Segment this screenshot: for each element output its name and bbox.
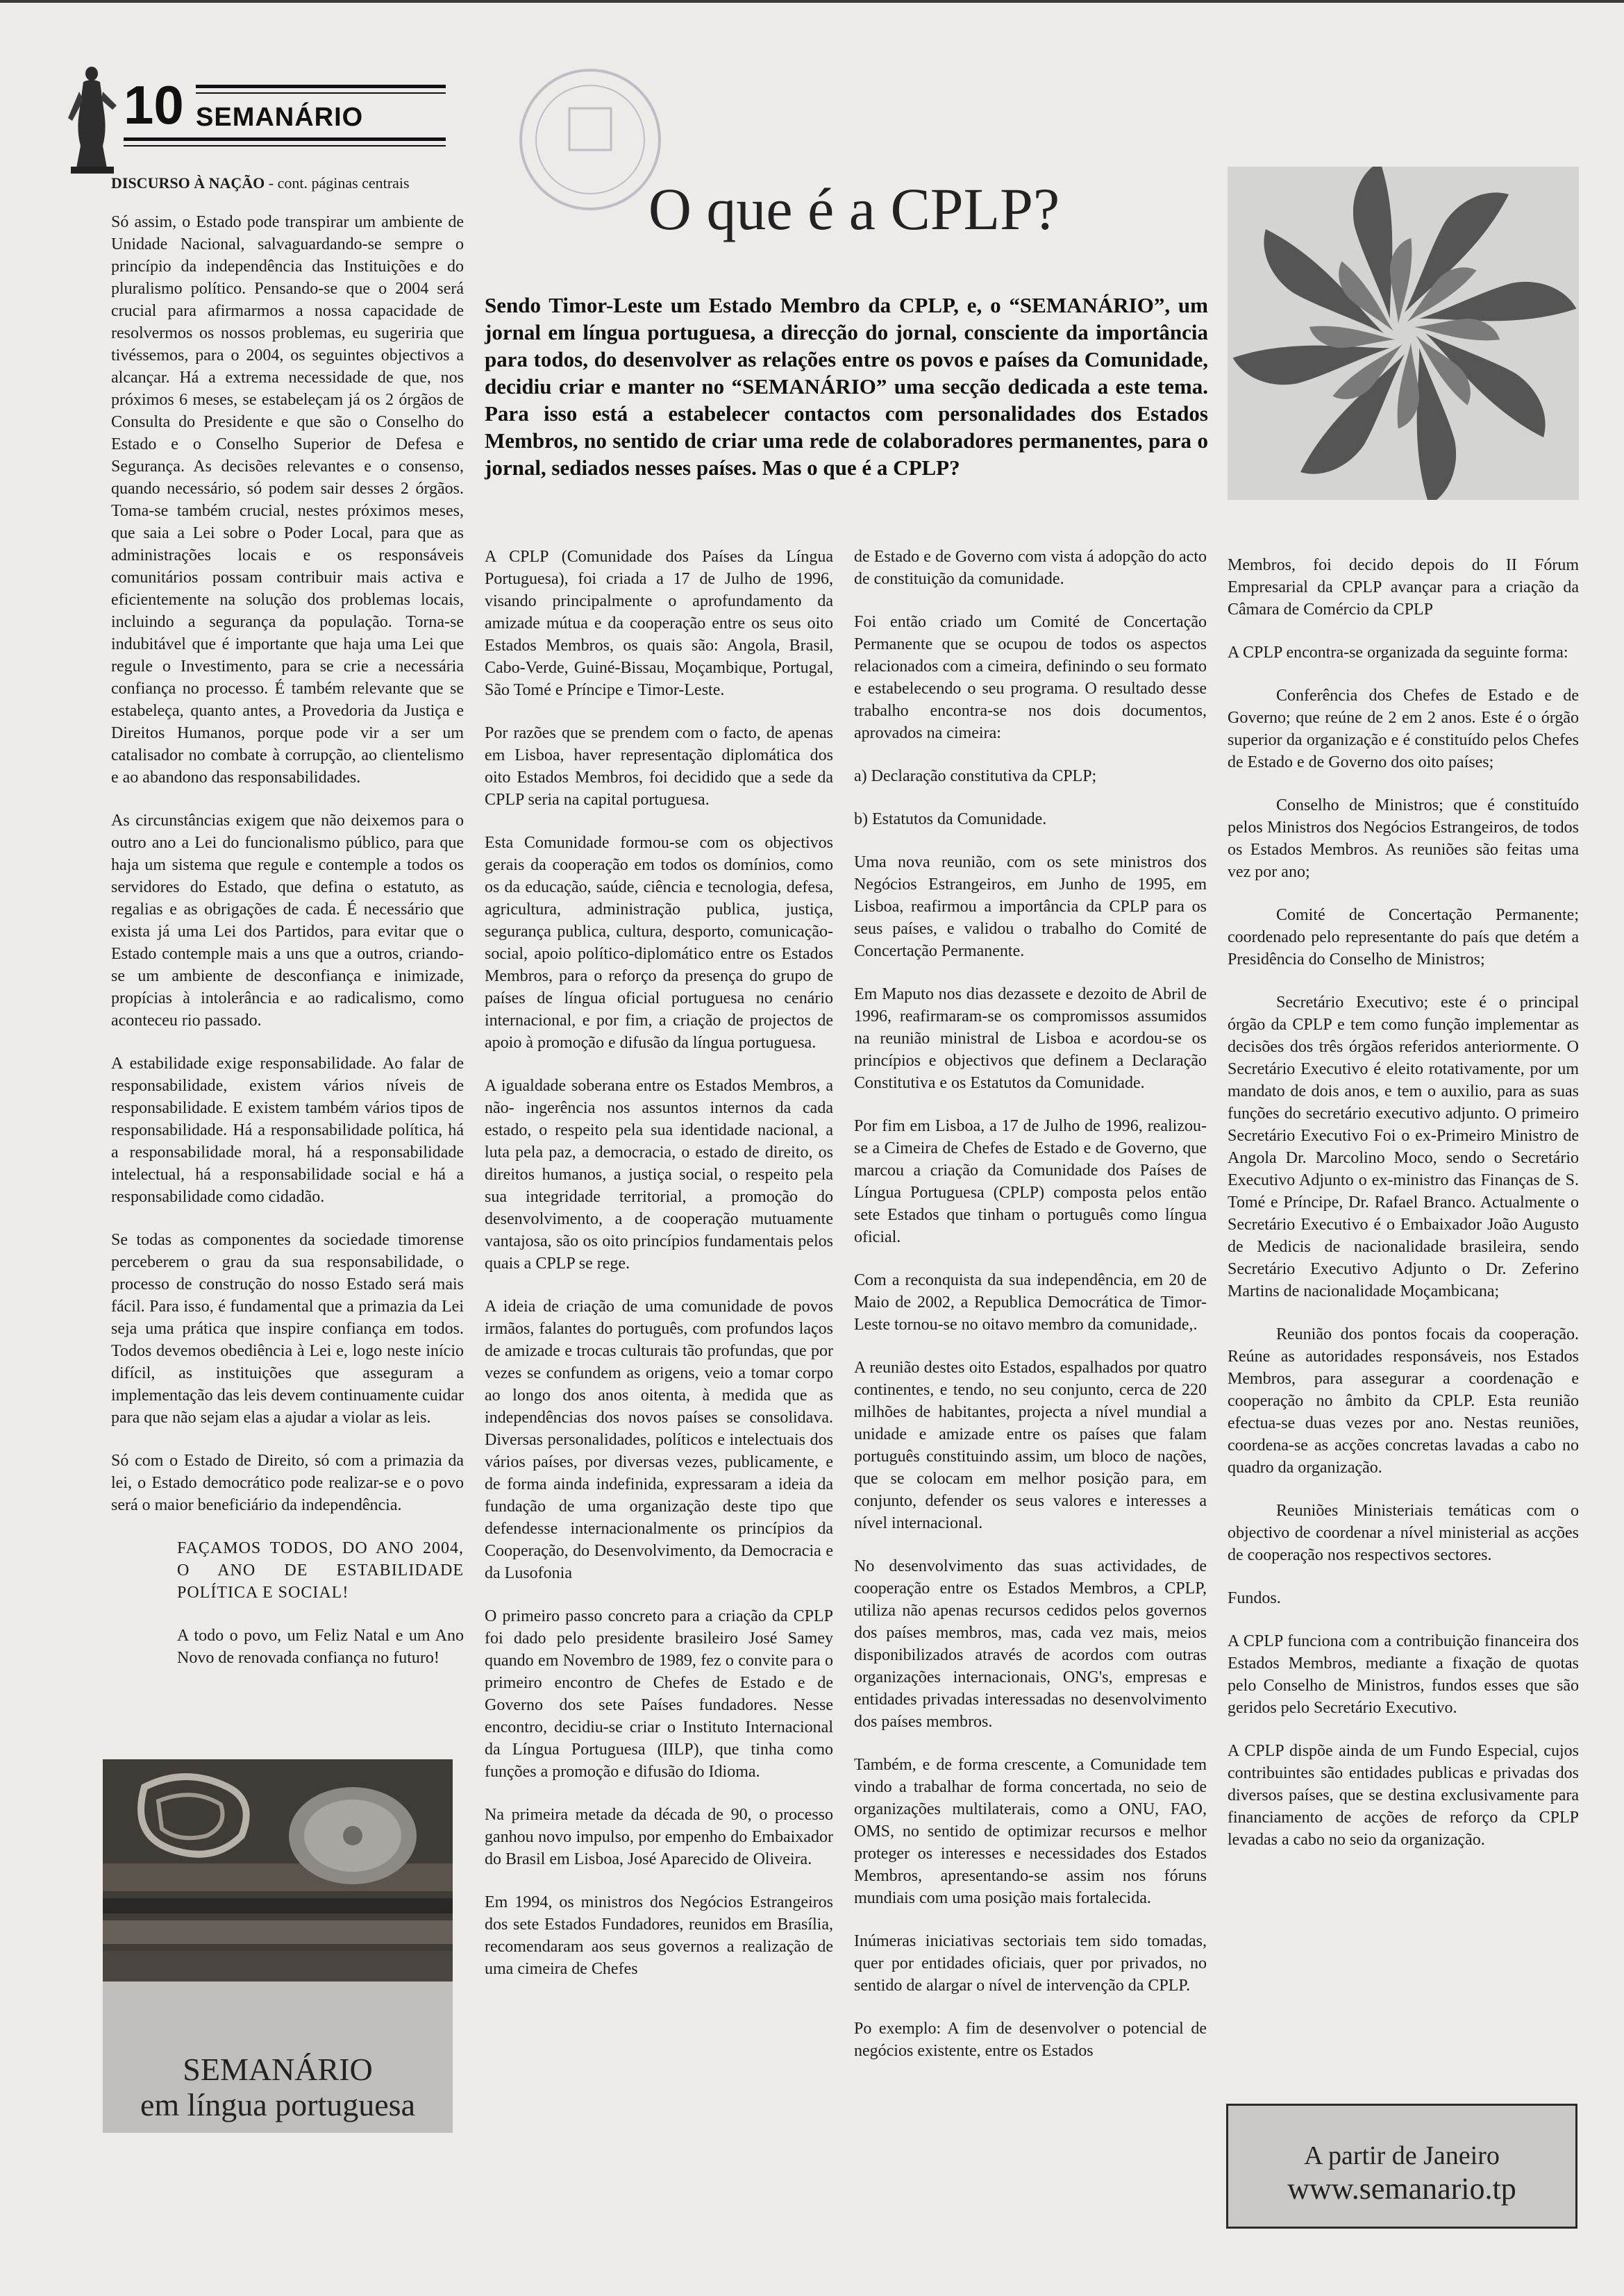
paragraph: A CPLP (Comunidade dos Países da Língua Portuguesa), foi criada a 17 de Julho de 1996, visando principalmente o aprofundamento da amizade mútua e da cooperação entre os seus oito Estados Membros, os quais são: Angola, Brasil, Cabo-Verde, Guiné-Bissau, Moçambique, Portugal, São Tomé e Príncipe e Timor-Leste. [485,548,833,699]
column-cplp-3 [1228,554,1579,1872]
cplp-logo-icon [1228,167,1579,500]
ad-semanario-portuguese [103,1981,453,2133]
top-border [0,0,1624,3]
paragraph: Fundos. [1228,1589,1281,1607]
paragraph: A CPLP dispõe ainda de um Fundo Especial, cujos contribuintes são entidades publicas e privadas dos diversos países, que se destina exclusivamente para financiamento de acções de reforço da CPLP levadas a cabo no seio da organização. [1228,1742,1579,1849]
paragraph: A CPLP encontra-se organizada da seguinte forma: [1228,644,1568,662]
paragraph: Também, e de forma crescente, a Comunidade tem vindo a trabalhar de forma concertada, no seio de organizações multilaterais, como a ONU, FAO, OMS, no sentido de optimizar recursos e melhor proteger os interesses e necessidades dos Estados Membros, apresentando-se assim nos fóruns mundiais com uma posição mais fortalecida. [854,1756,1207,1907]
masthead-rule [124,145,446,146]
paragraph: Por razões que se prendem com o facto, de apenas em Lisboa, haver representação diplomática dos oito Estados Membros, foi decidido que a sede da CPLP seria na capital portuguesa. [485,724,833,809]
paragraph: As circunstâncias exigem que não deixemos para o outro ano a Lei do funcionalismo público, para que haja um sistema que regule e contemple a todos os servidores do Estado, que defina o estatuto, as regalias e as obrigações de cada. É necessário que exista já uma Lei dos Partidos, para evitar que o Estado contemple mais a uns que a outros, criando-se um ambiente de desconfiança e inimizade, propícias à intolerância e ao radicalismo, como aconteceu rio passado. [111,812,464,1030]
paragraph: A reunião destes oito Estados, espalhados por quatro continentes, e tendo, no seu conjunto, cerca de 220 milhões de habitantes, projecta a nível mundial a unidade e amizade entre os países que falam português constituindo assim, um bloco de nações, que se colocam em melhor posição para, em conjunto, defender os seus valores e interesses a nível internacional. [854,1359,1207,1532]
paragraph: A igualdade soberana entre os Estados Membros, a não- ingerência nos assuntos internos da cada estado, o respeito pela sua identidade nacional, a luta pela paz, a democracia, o estado de direito, os direitos humanos, a justiça social, o respeito pela sua integridade territorial, a promoção do desenvolvimento, a de cooperação mutuamente vantajosa, são os oito princípios fundamentais pelos quais a CPLP se rege. [485,1077,833,1273]
paragraph: Se todas as componentes da sociedade timorense perceberem o grau da sua responsabilidade, o processo de construção do nosso Estado será mais fácil. Para isso, é fundamental que a primazia da Lei seja uma prática que inspire confiança em todos. Todos devemos obediência à Lei e, logo neste início difícil, as instituições que asseguram a implementação das leis devem continuamente cuidar para que não sejam elas a ajudar a violar as leis. [111,1231,464,1427]
section-kicker [111,172,464,194]
paragraph: Reunião dos pontos focais da cooperação. Reúne as autoridades responsáveis, nos Estados Membros, para assegurar a coordenação e cooperação no âmbito da CPLP. Esta reunião efectua-se duas vezes por ano. Nestas reuniões, coordena-se as acções concretas lavadas a cabo no quadro da organização. [1228,1325,1579,1477]
paragraph: Inúmeras iniciativas sectoriais tem sido tomadas, quer por entidades oficiais, quer por privados, no sentido de alargar o nível de intervenção da CPLP. [854,1932,1207,1995]
masthead-rule [196,92,446,94]
paragraph: Reuniões Ministeriais temáticas com o objectivo de coordenar a nível ministerial as acções de cooperação nos respectivos sectores. [1228,1502,1579,1564]
paragraph: de Estado e de Governo com vista á adopção do acto de constituição da comunidade. [854,548,1207,588]
paragraph: No desenvolvimento das suas actividades, de cooperação entre os Estados Membros, a CPLP, utiliza não apenas recursos cedidos pelos governos dos países membros, mas, cada vez mais, meios disponibilizados através de acordos com outras organizações internacionais, ONG's, empresas e entidades privadas interessadas no desenvolvimento dos países membros. [854,1557,1207,1731]
paragraph: Conselho de Ministros; que é constituído pelos Ministros dos Negócios Estrangeiros, de todos os Estados Membros. As reuniões são feitas uma vez por ano; [1228,796,1579,881]
paragraph: Uma nova reunião, com os sete ministros dos Negócios Estrangeiros, em Junho de 1995, em Lisboa, reafirmou a importância da CPLP para os seus países, e validou o trabalho do Comité de Concertação Permanente. [854,853,1207,960]
paragraph: O primeiro passo concreto para a criação da CPLP foi dado pelo presidente brasileiro José Samey quando em Novembro de 1989, fez o convite para o primeiro encontro de Chefes de Estado e de Governo dos sete Países fundadores. Nesse encontro, decidiu-se criar o Instituto Internacional da Língua Portuguesa (IILP), que tinha como funções a promoção e difusão do Idioma. [485,1607,833,1781]
ad-url[interactable]: www.semanario.tp [1287,2172,1516,2206]
paragraph: Só com o Estado de Direito, só com a primazia da lei, o Estado democrático pode realizar-se e o povo será o maior beneficiário da independência. [111,1452,464,1514]
column-discurso [111,172,464,1690]
paragraph: Na primeira metade da década de 90, o processo ganhou novo impulso, por empenho do Embaixador do Brasil em Lisboa, José Aparecido de Oliveira. [485,1806,833,1868]
ad-photo-tais-textile [103,1759,453,1981]
article-deck: Sendo Timor-Leste um Estado Membro da CPLP, e, o “SEMANÁRIO”, um jornal em língua portuguesa, a direcção do jornal, consciente da importância para todos, do desenvolver as relações entre os povos e países da Comunidade, decidiu criar e manter no “SEMANÁRIO” uma secção dedicada a este tema. Para isso está a estabelecer contactos com personalidades dos Estados Membros, no sentido de criar uma rede de colaboradores permanentes, para o jornal, sediados nesses países. Mas o que é a CPLP? [485,293,1208,480]
article-headline: O que é a CPLP? [648,176,1060,242]
paragraph: Secretário Executivo; este é o principal órgão da CPLP e tem como função implementar as decisões dos três órgãos referidos anteriormente. O Secretário Executivo é eleito rotativamente, por um mandato de dois anos, e tem o auxilio, para as suas funções do secretário executivo adjunto. O primeiro Secretário Executivo Foi o ex-Primeiro Ministro de Angola Dr. Marcolino Moco, sendo o Secretário Executivo Adjunto o ex-ministro das Finanças de S. Tomé e Príncipe, Dr. Rafael Branco. Actualmente o Secretário Executivo é o Embaixador João Augusto de Medicis de nacionalidade brasileira, sendo Secretário Executivo Adjunto o Dr. Zeferino Martins de nacionalidade Moçambicana; [1228,994,1579,1300]
masthead-rule [196,85,446,88]
column-cplp-2 [854,546,1207,2083]
paragraph: b) Estatutos da Comunidade. [854,810,1047,828]
paragraph: Com a reconquista da sua independência, em 20 de Maio de 2002, a Republica Democrática de Timor-Leste tornou-se no oitavo membro da comunidade,. [854,1271,1207,1334]
closing-greeting: A todo o povo, um Feliz Natal e um Ano Novo de renovada confiança no futuro! [177,1627,464,1667]
paragraph: Membros, foi decido depois do II Fórum Empresarial da CPLP avançar para a criação da Câmara de Comércio da CPLP [1228,556,1579,619]
ad-title: SEMANÁRIO [183,2052,373,2087]
paragraph: Em Maputo nos dias dezassete e dezoito de Abril de 1996, reafirmaram-se os compromissos assumidos na reunião ministral de Lisboa e acordou-se os princípios e objectivos que definem a Declaração Constitutiva e os Estatutos da Comunidade. [854,985,1207,1092]
paragraph: Po exemplo: A fim de desenvolver o potencial de negócios existente, entre os Estados [854,2020,1207,2060]
paragraph: Esta Comunidade formou-se com os objectivos gerais da cooperação em todos os domínios, como os da educação, saúde, ciência e tecnologia, defesa, agricultura, administração publica, justiça, segurança publica, cultura, desporto, comunicação- social, apoio político-diplomático entre os Estados Membros, para o reforço da presença do grupo de países de língua oficial portuguesa no cenário internacional, e por fim, a criação de projectos de apoio à promoção e difusão da língua portuguesa. [485,834,833,1052]
paragraph: A ideia de criação de uma comunidade de povos irmãos, falantes do português, com profundos laços de amizade e trocas culturais tão profundas, que por vezes se confundem as origens, veio a tomar corpo ao longo dos anos oitenta, à medida que as independências dos novos países se consolidava. Diversas personalidades, políticos e intelectuais dos vários países, por diversas vezes, publicamente, e de forma ainda indefinida, expressaram a ideia da fundação de uma organização deste tipo que defendesse internacionalmente os princípios da Cooperação, do Desenvolvimento, da Democracia e da Lusofonia [485,1298,833,1582]
paragraph: Por fim em Lisboa, a 17 de Julho de 1996, realizou-se a Cimeira de Chefes de Estado e de Governo, que marcou a criação da Comunidade dos Países de Língua Portuguesa (CPLP) composta pelos então sete Estados que tinham o português como língua oficial. [854,1117,1207,1246]
paragraph: A estabilidade exige responsabilidade. Ao falar de responsabilidade, existem vários níveis de responsabilidade. E existem também vários tipos de responsabilidade. Há a responsabilidade política, há a responsabilidade moral, há a responsabilidade intelectual, há a responsabilidade social e há a responsabilidade como cidadão. [111,1055,464,1206]
page-number: 10 [124,74,184,135]
ad-subtitle: em língua portuguesa [140,2087,415,2122]
paragraph: Em 1994, os ministros dos Negócios Estrangeiros dos sete Estados Fundadores, reunidos em Brasília, recomendaram aos seus governos a realização de uma cimeira de Chefes [485,1893,833,1978]
ad-website [1226,2104,1577,2229]
publication-name: SEMANÁRIO [196,103,364,132]
cplp-logo-box [1228,167,1579,500]
paragraph: A CPLP funciona com a contribuição financeira dos Estados Membros, mediante a fixação de quotas pelo Conselho de Ministros, fundos esses que são geridos pelo Secretário Executivo. [1228,1632,1579,1717]
paragraph: Conferência dos Chefes de Estado e de Governo; que reúne de 2 em 2 anos. Este é o órgão superior da organização e é constituído pelos Chefes de Estado e de Governo dos oito países; [1228,687,1579,771]
paragraph: Comité de Concertação Permanente; coordenado pelo representante do país que detém a Presidência do Conselho de Ministros; [1228,906,1579,969]
paragraph: Foi então criado um Comité de Concertação Permanente que se ocupou de todos os aspectos relacionados com a cimeira, definindo o seu formato e estabelecendo o seu programa. O resultado desse trabalho encontra-se nos dois documentos, aprovados na cimeira: [854,613,1207,742]
kicker-continuation: - cont. páginas centrais [265,174,410,192]
kicker-title: DISCURSO À NAÇÃO [111,174,265,192]
paragraph: a) Declaração constitutiva da CPLP; [854,767,1097,785]
column-cplp-1 [485,546,833,2001]
ad-launch-date: A partir de Janeiro [1304,2141,1500,2170]
statue-figure-icon [64,64,121,175]
paragraph: Só assim, o Estado pode transpirar um ambiente de Unidade Nacional, salvaguardando-se sempre o princípio da independência das Instituições e do pluralismo político. Pensando-se que o 2004 será crucial para afirmarmos a nossa capacidade de resolvermos os nossos problemas, eu sugeriria que tivéssemos, para o 2004, os seguintes objectivos a alcançar. Há a extrema necessidade de que, nos próximos 6 meses, se estabeleçam já os 2 órgãos de Consulta do Presidente e que são o Conselho do Estado e o Conselho Superior de Defesa e Segurança. As decisões relevantes e o consenso, quando necessário, só podem sair desses 2 órgãos. Toma-se também crucial, nestes próximos meses, que saia a Lei sobre o Poder Local, para que as administrações locais e os responsáveis comunitários possam contribuir mais activa e eficientemente na solução dos problemas locais, incluindo a segurança da população. Torna-se indubitável que é importante que haja uma Lei que regule o Investimento, para se crie a necessária confiança no processo. É também relevante que se estabeleça, quanto antes, a Provedoria da Justiça e Direitos Humanos, porque pode vir a ser um catalisador no combate à corrupção, ao clientelismo e ao abandono das responsabilidades. [111,213,464,787]
closing-exhortation: FAÇAMOS TODOS, DO ANO 2004, O ANO DE ESTABILIDADE POLÍTICA E SOCIAL! [177,1539,464,1602]
textile-photo-icon [103,1759,453,1981]
masthead-rule [124,137,446,141]
